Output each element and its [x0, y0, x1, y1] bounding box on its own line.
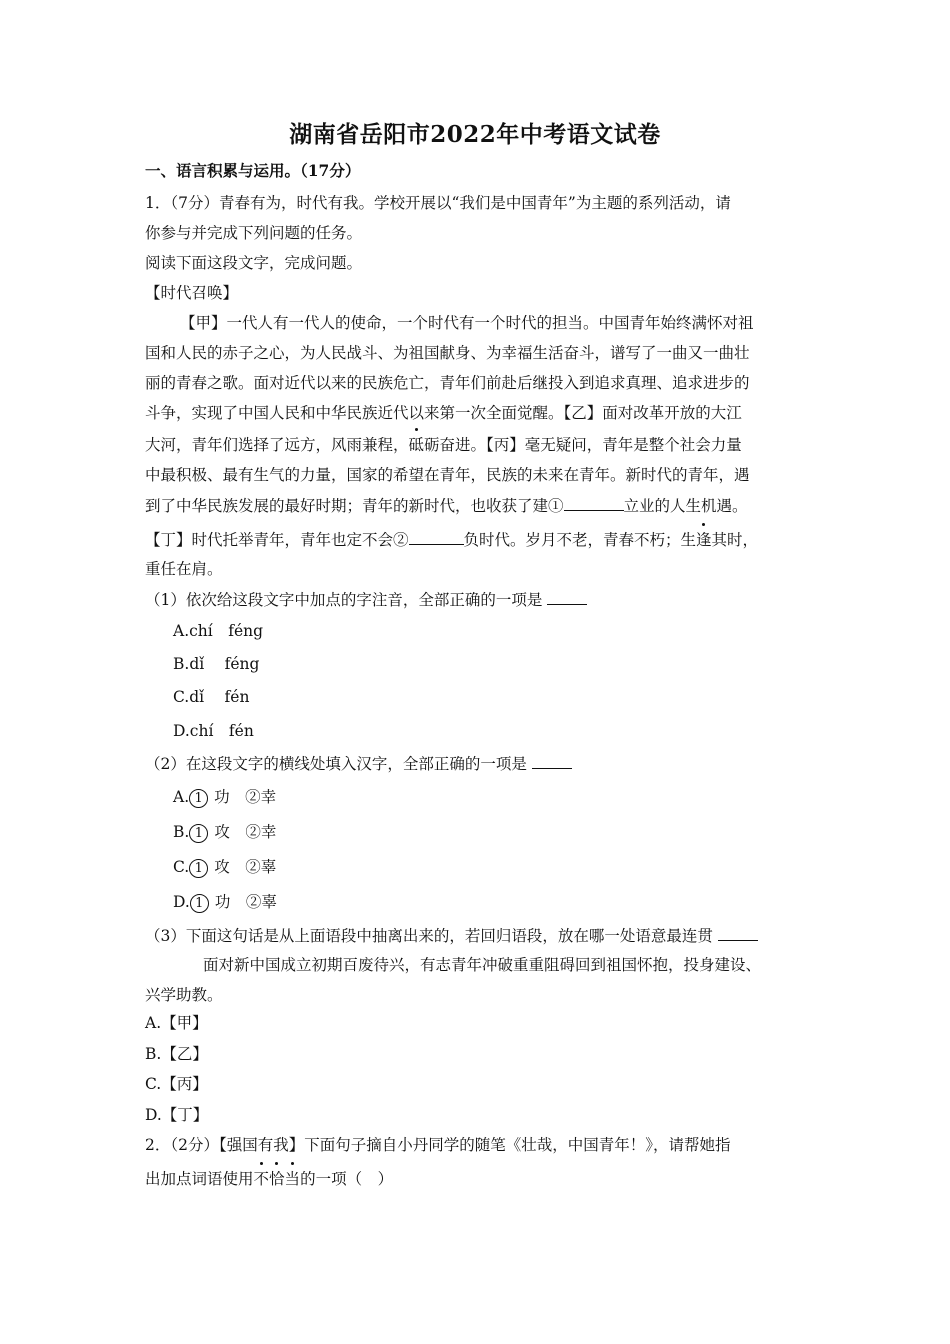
dotted-phrase	[254, 1170, 301, 1188]
dotted-char: 砥	[408, 436, 425, 454]
extracted-sentence-cont: 兴学助教。	[145, 986, 223, 1004]
sub-question-1	[145, 588, 587, 611]
option-b[interactable]: B.【乙】	[145, 1045, 208, 1063]
passage-line: 国和人民的赤子之心，为人民战斗、为祖国献身、为幸福生活奋斗，谱写了一曲又一曲壮	[145, 344, 750, 362]
passage-line: 重任在肩。	[145, 560, 223, 578]
passage-text: 负时代。岁月不老，青春不朽；生	[463, 531, 697, 549]
page-title: 湖南省岳阳市2022年中考语文试卷	[289, 121, 661, 148]
option-a[interactable]: A.【甲】	[145, 1014, 208, 1032]
passage-line: 斗争，实现了中国人民和中华民族近代以来第一次全面觉醒。【乙】面对改革开放的大江	[145, 404, 742, 422]
q1-stem-line2: 你参与并完成下列问题的任务。	[145, 224, 363, 242]
sub-question-text: （3）下面这句话是从上面语段中抽离出来的，若回归语段，放在哪一处语意最连贯	[145, 927, 713, 945]
answer-blank[interactable]	[532, 752, 572, 769]
fill-blank[interactable]	[409, 528, 464, 545]
option-c[interactable]: C.dǐ fén	[173, 688, 250, 706]
option-d[interactable]: D.【丁】	[145, 1106, 209, 1124]
extracted-sentence: 面对新中国成立初期百废待兴，有志青年冲破重重阻碍回到祖国怀抱，投身建设、	[203, 956, 762, 974]
passage-text: 立业的人生机遇。	[623, 497, 748, 515]
passage-text: 其时，	[711, 531, 759, 549]
dotted-char: 当	[284, 1170, 301, 1188]
sub-question-text: （2）在这段文字的横线处填入汉字，全部正确的一项是	[145, 755, 527, 773]
circled-number: 1	[190, 894, 209, 913]
passage-text: 到了中华民族发展的最好时期；青年的新时代，也收获了建①	[145, 497, 564, 515]
passage-line	[145, 434, 742, 456]
option-d[interactable]: D.chí fén	[173, 722, 254, 740]
q2-stem-line1: 2．（2分）【强国有我】下面句子摘自小丹同学的随笔《壮哉，中国青年！》，请帮她指	[145, 1136, 731, 1154]
circled-number: 1	[189, 824, 208, 843]
fill-blank[interactable]	[564, 494, 624, 511]
circled-number: 1	[189, 859, 208, 878]
q2-stem-line2: 出加点词语使用不恰当的一项（ ）	[145, 1170, 394, 1188]
option-c[interactable]: C. 1 攻 ②辜	[173, 858, 277, 876]
passage-line: 中最积极、最有生气的力量，国家的希望在青年，民族的未来在青年。新时代的青年，遇	[145, 466, 750, 484]
passage-text: 砺奋进。【丙】毫无疑问，青年是整个社会力量	[424, 436, 742, 454]
passage-text: 大河，青年们选择了远方，风雨兼程，	[145, 436, 409, 454]
q1-stem-line1: 1．（7分）青春有为，时代有我。学校开展以“我们是中国青年”为主题的系列活动，请	[145, 194, 731, 212]
passage-line	[145, 494, 748, 517]
option-b[interactable]: B. 1 攻 ②幸	[173, 823, 277, 841]
q1-instruction: 阅读下面这段文字，完成问题。	[145, 254, 363, 272]
option-d[interactable]: D. 1 功 ②辜	[173, 893, 277, 911]
passage-text: 【丁】时代托举青年，青年也定不会②	[145, 531, 409, 549]
passage-heading: 【时代召唤】	[145, 284, 239, 302]
sub-question-3	[145, 924, 758, 947]
sub-question-2	[145, 752, 572, 775]
answer-blank[interactable]	[718, 924, 758, 941]
section-heading: 一、语言积累与运用。（17分）	[145, 161, 361, 180]
option-a[interactable]: A. 1 功 ②幸	[173, 788, 277, 806]
option-b[interactable]: B.dǐ féng	[173, 655, 260, 673]
answer-blank[interactable]	[547, 588, 587, 605]
option-a[interactable]: A.chí féng	[173, 622, 264, 640]
dotted-char: 恰	[269, 1170, 285, 1188]
dotted-char: 逢	[696, 531, 712, 549]
passage-line: 【甲】一代人有一代人的使命，一个时代有一个时代的担当。中国青年始终满怀对祖	[180, 314, 754, 332]
passage-line	[145, 528, 758, 551]
dotted-char: 不	[253, 1170, 270, 1188]
option-c[interactable]: C.【丙】	[145, 1075, 208, 1093]
sub-question-text: （1）依次给这段文字中加点的字注音，全部正确的一项是	[145, 591, 543, 609]
passage-line: 丽的青春之歌。面对近代以来的民族危亡，青年们前赴后继投入到追求真理、追求进步的	[145, 374, 750, 392]
circled-number: 1	[189, 789, 208, 808]
